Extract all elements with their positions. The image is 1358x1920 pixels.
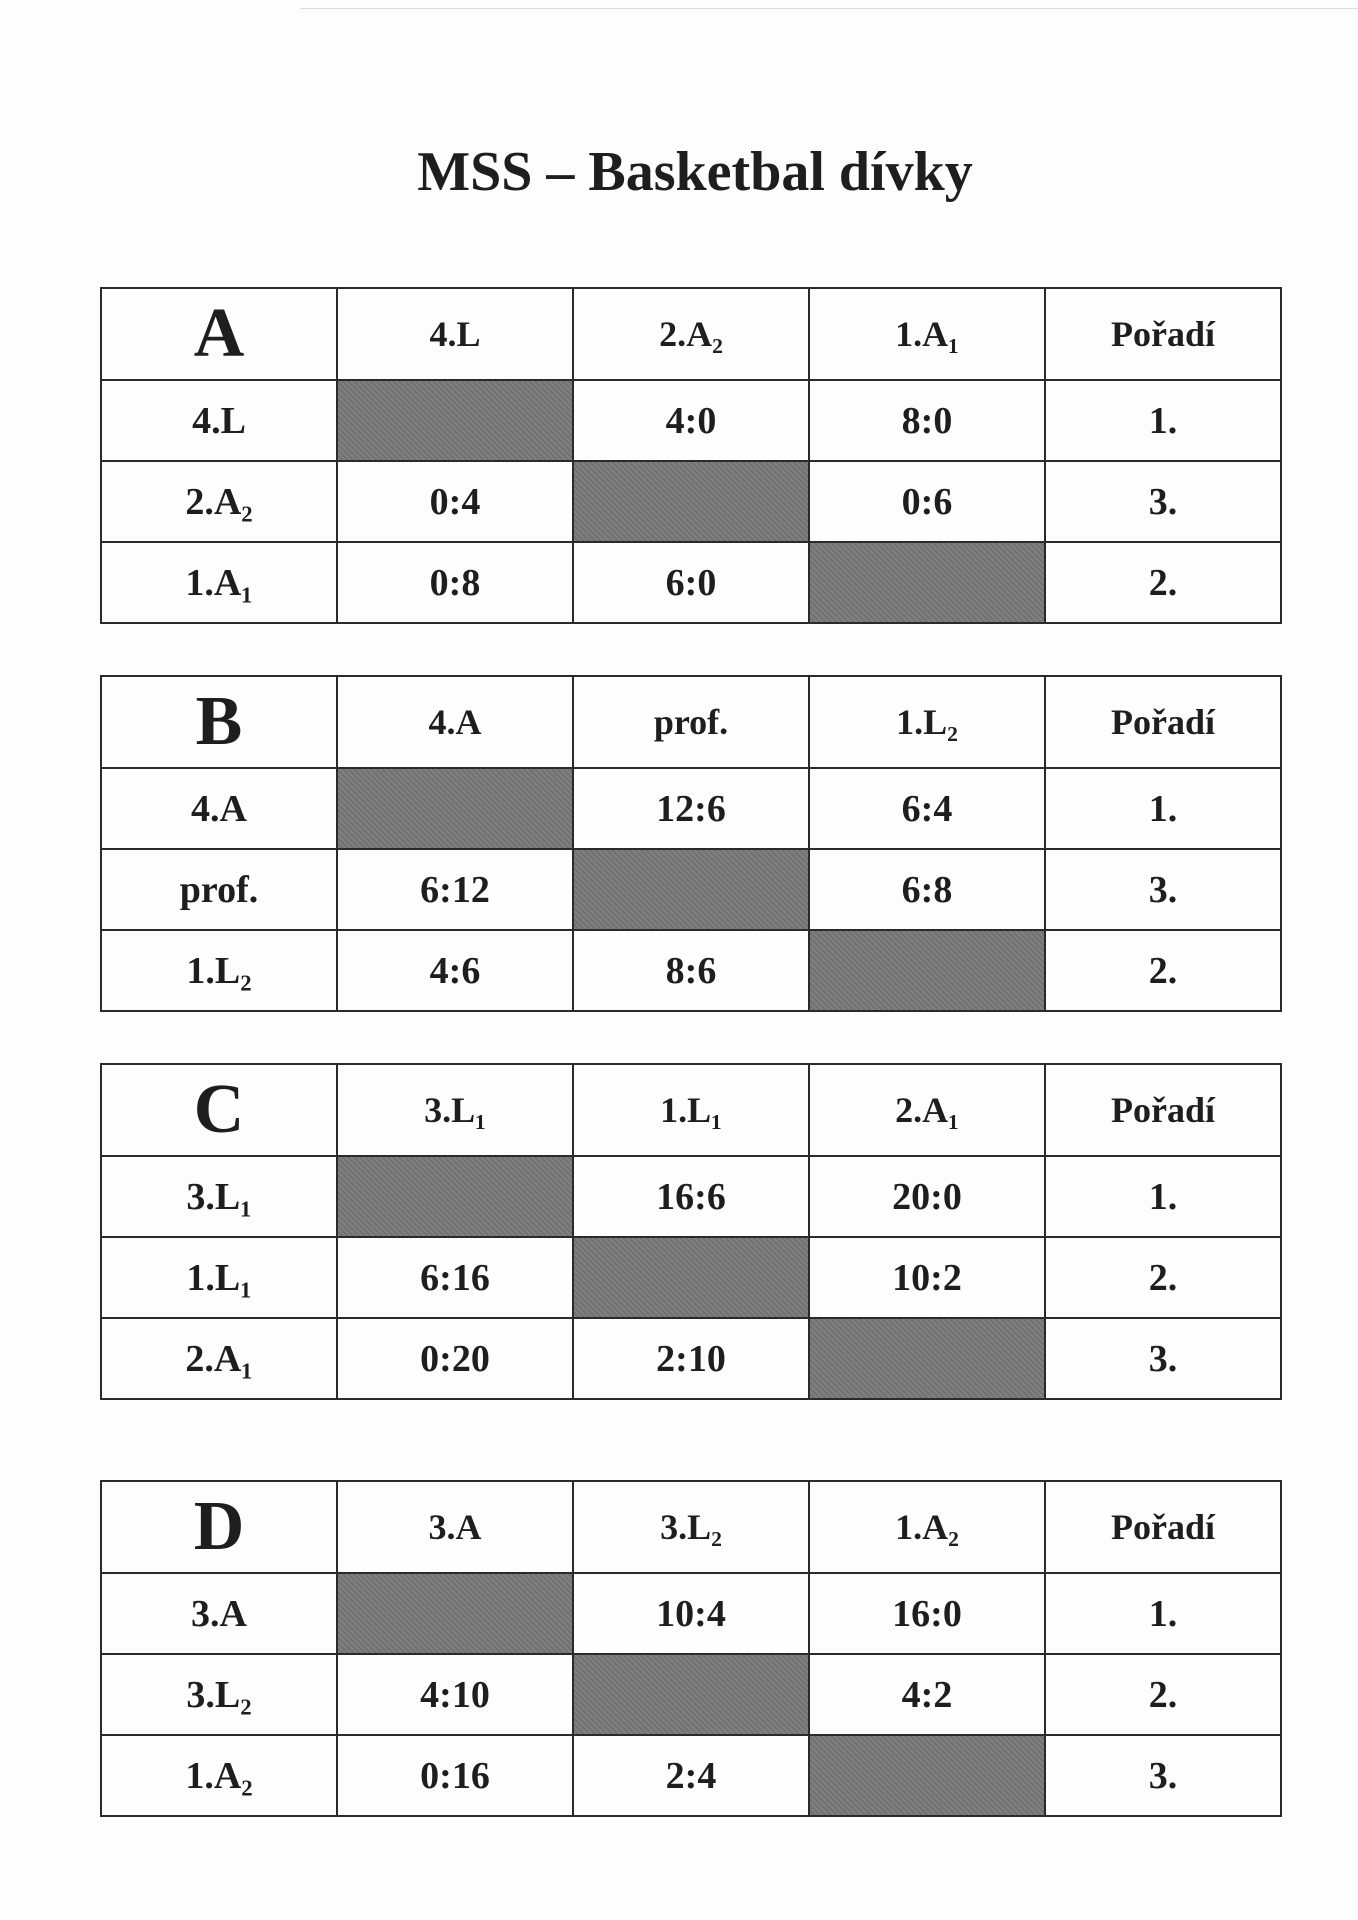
match-score: 2:4	[573, 1735, 809, 1816]
match-score: 10:4	[573, 1573, 809, 1654]
row-team-name: 2.A₂	[101, 461, 337, 542]
self-match-shaded-cell	[337, 1573, 573, 1654]
rank-value: 3.	[1045, 1318, 1281, 1399]
rank-value: 1.	[1045, 1156, 1281, 1237]
header-row	[101, 1481, 1281, 1573]
rank-header: Pořadí	[1045, 288, 1281, 380]
self-match-shaded-cell	[573, 849, 809, 930]
rank-header: Pořadí	[1045, 676, 1281, 768]
column-team-header: 4.A	[337, 676, 573, 768]
match-score: 8:6	[573, 930, 809, 1011]
table-row	[101, 1573, 1281, 1654]
match-score: 4:6	[337, 930, 573, 1011]
row-team-name: 1.L₁	[101, 1237, 337, 1318]
match-score: 16:0	[809, 1573, 1045, 1654]
column-team-header: 1.L₂	[809, 676, 1045, 768]
rank-value: 2.	[1045, 930, 1281, 1011]
group-letter: C	[101, 1064, 337, 1156]
match-score: 6:0	[573, 542, 809, 623]
self-match-shaded-cell	[337, 768, 573, 849]
column-team-header: 1.A₁	[809, 288, 1045, 380]
table-row	[101, 849, 1281, 930]
match-score: 6:12	[337, 849, 573, 930]
header-row	[101, 1064, 1281, 1156]
column-team-header: 3.L₁	[337, 1064, 573, 1156]
header-row	[101, 676, 1281, 768]
rank-header: Pořadí	[1045, 1064, 1281, 1156]
table-row	[101, 768, 1281, 849]
rank-value: 3.	[1045, 849, 1281, 930]
row-team-name: 1.A₂	[101, 1735, 337, 1816]
rank-value: 3.	[1045, 1735, 1281, 1816]
match-score: 0:20	[337, 1318, 573, 1399]
row-team-name: 4.A	[101, 768, 337, 849]
match-score: 8:0	[809, 380, 1045, 461]
row-team-name: 1.L₂	[101, 930, 337, 1011]
column-team-header: 4.L	[337, 288, 573, 380]
table-row	[101, 542, 1281, 623]
group-letter: B	[101, 676, 337, 768]
column-team-header: prof.	[573, 676, 809, 768]
match-score: 4:10	[337, 1654, 573, 1735]
column-team-header: 2.A₁	[809, 1064, 1045, 1156]
column-team-header: 1.A₂	[809, 1481, 1045, 1573]
group-table-c	[100, 1063, 1282, 1400]
row-team-name: 4.L	[101, 380, 337, 461]
page-title: MSS – Basketbal dívky	[417, 141, 973, 203]
table-row	[101, 1735, 1281, 1816]
match-score: 20:0	[809, 1156, 1045, 1237]
row-team-name: 1.A₁	[101, 542, 337, 623]
self-match-shaded-cell	[809, 1735, 1045, 1816]
row-team-name: 3.A	[101, 1573, 337, 1654]
match-score: 2:10	[573, 1318, 809, 1399]
match-score: 0:16	[337, 1735, 573, 1816]
rank-value: 2.	[1045, 542, 1281, 623]
self-match-shaded-cell	[809, 930, 1045, 1011]
group-letter: A	[101, 288, 337, 380]
group-table-a	[100, 287, 1282, 624]
row-team-name: 3.L₂	[101, 1654, 337, 1735]
self-match-shaded-cell	[809, 542, 1045, 623]
match-score: 6:16	[337, 1237, 573, 1318]
self-match-shaded-cell	[337, 1156, 573, 1237]
table-row	[101, 930, 1281, 1011]
rank-header: Pořadí	[1045, 1481, 1281, 1573]
match-score: 6:8	[809, 849, 1045, 930]
match-score: 0:6	[809, 461, 1045, 542]
table-row	[101, 1156, 1281, 1237]
header-row	[101, 288, 1281, 380]
rank-value: 1.	[1045, 768, 1281, 849]
match-score: 10:2	[809, 1237, 1045, 1318]
rank-value: 2.	[1045, 1237, 1281, 1318]
column-team-header: 3.L₂	[573, 1481, 809, 1573]
match-score: 16:6	[573, 1156, 809, 1237]
rank-value: 1.	[1045, 380, 1281, 461]
row-team-name: 3.L₁	[101, 1156, 337, 1237]
match-score: 12:6	[573, 768, 809, 849]
rank-value: 3.	[1045, 461, 1281, 542]
table-row	[101, 380, 1281, 461]
table-row	[101, 1654, 1281, 1735]
self-match-shaded-cell	[573, 461, 809, 542]
match-score: 6:4	[809, 768, 1045, 849]
column-team-header: 1.L₁	[573, 1064, 809, 1156]
group-table-b	[100, 675, 1282, 1012]
row-team-name: 2.A₁	[101, 1318, 337, 1399]
group-letter: D	[101, 1481, 337, 1573]
self-match-shaded-cell	[573, 1654, 809, 1735]
column-team-header: 2.A₂	[573, 288, 809, 380]
table-row	[101, 1237, 1281, 1318]
table-row	[101, 461, 1281, 542]
self-match-shaded-cell	[809, 1318, 1045, 1399]
match-score: 4:2	[809, 1654, 1045, 1735]
match-score: 4:0	[573, 380, 809, 461]
column-team-header: 3.A	[337, 1481, 573, 1573]
row-team-name: prof.	[101, 849, 337, 930]
scan-edge-line	[300, 8, 1358, 9]
rank-value: 1.	[1045, 1573, 1281, 1654]
match-score: 0:4	[337, 461, 573, 542]
match-score: 0:8	[337, 542, 573, 623]
rank-value: 2.	[1045, 1654, 1281, 1735]
table-row	[101, 1318, 1281, 1399]
self-match-shaded-cell	[573, 1237, 809, 1318]
group-table-d	[100, 1480, 1282, 1817]
self-match-shaded-cell	[337, 380, 573, 461]
